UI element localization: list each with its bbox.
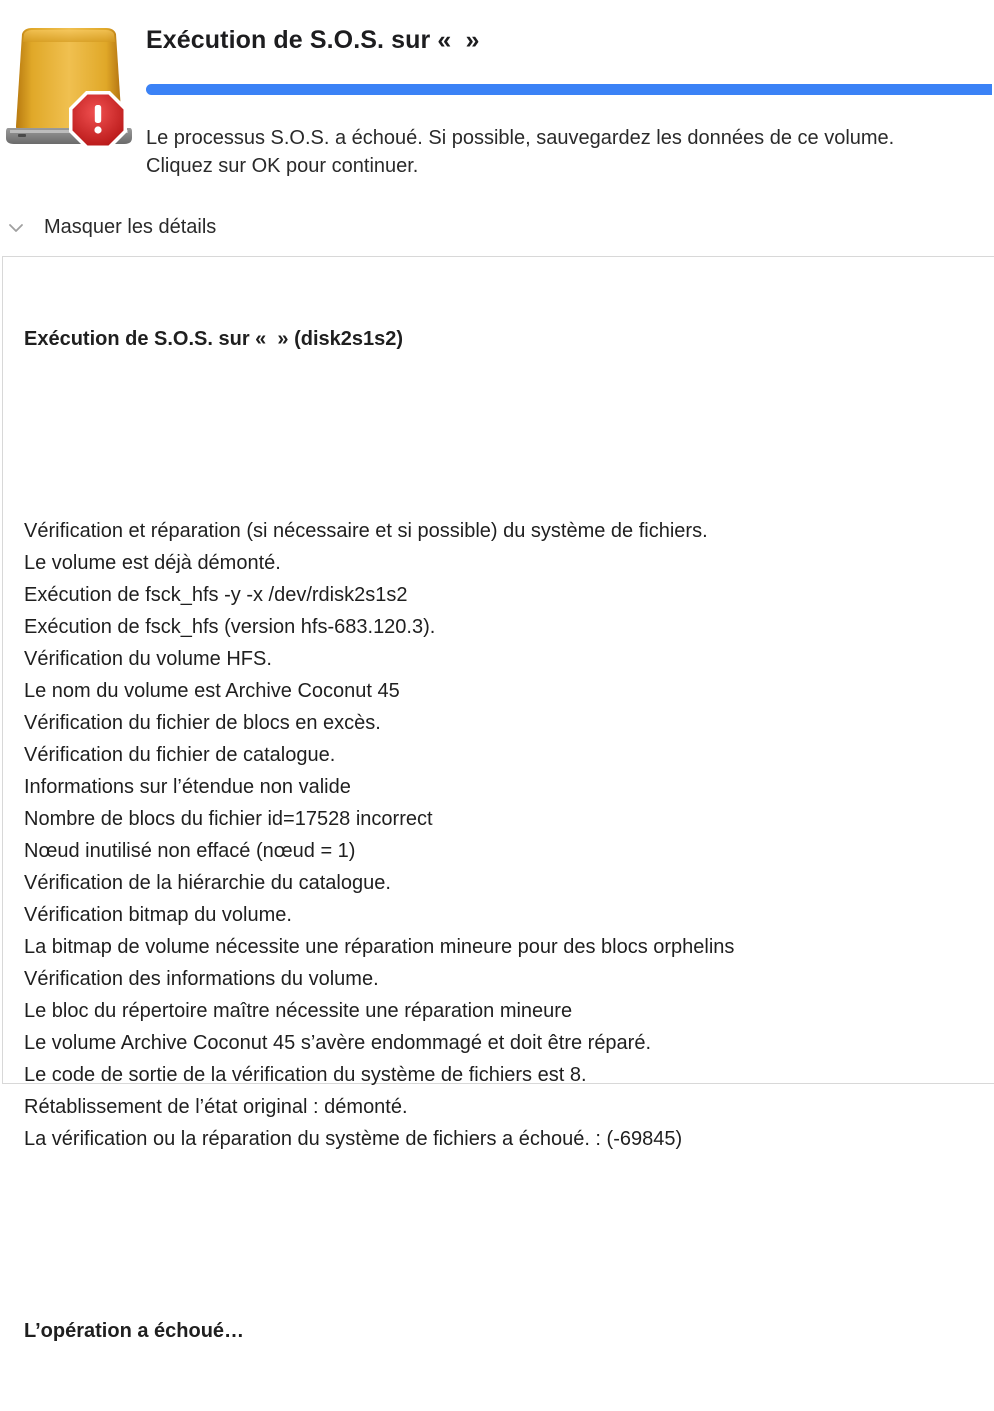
log-line: Exécution de fsck_hfs -y -x /dev/rdisk2s1s2 [24,584,408,606]
chevron-down-icon [2,212,30,242]
log-line: Nœud inutilisé non effacé (nœud = 1) [24,840,356,862]
log-lines [24,259,734,1411]
progress-bar [146,84,992,95]
log-line: Le bloc du répertoire maître nécessite une réparation mineure [24,1000,573,1022]
details-log[interactable] [2,256,994,1342]
log-line: Vérification du volume HFS. [24,648,272,670]
external-drive-warning-icon [4,22,134,158]
hide-details-label: Masquer les détails [44,215,217,238]
log-line: Vérification de la hiérarchie du catalogue. [24,872,391,894]
log-line: Le volume est déjà démonté. [24,552,281,574]
log-line: La bitmap de volume nécessite une réparation mineure pour des blocs orphelins [24,936,735,958]
log-line: Nombre de blocs du fichier id=17528 incorrect [24,808,433,830]
log-spacer [24,1219,734,1251]
log-line: Le nom du volume est Archive Coconut 45 [24,680,400,702]
log-line: Rétablissement de l’état original : démonté. [24,1096,408,1118]
log-line: Le code de sortie de la vérification du système de fichiers est 8. [24,1064,587,1086]
log-line: Le volume Archive Coconut 45 s’avère endommagé et doit être réparé. [24,1032,652,1054]
progress-bar-fill [146,84,992,95]
log-footer: L’opération a échoué… [24,1320,245,1342]
log-body [24,515,734,1155]
dialog-message: Le processus S.O.S. a échoué. Si possible, sauvegardez les données de ce volume. Cliquez sur OK pour continuer. [146,127,895,177]
log-line: Informations sur l’étendue non valide [24,776,351,798]
log-line: Vérification du fichier de catalogue. [24,744,336,766]
log-spacer [24,419,734,451]
log-line: Vérification du fichier de blocs en excès. [24,712,381,734]
dialog-title: Exécution de S.O.S. sur « » [146,26,480,54]
log-line: Vérification et réparation (si nécessaire et si possible) du système de fichiers. [24,520,708,542]
log-line: Exécution de fsck_hfs (version hfs-683.120.3). [24,616,436,638]
hide-details-toggle[interactable] [0,210,216,244]
log-header: Exécution de S.O.S. sur « » (disk2s1s2) [24,328,404,350]
log-line: Vérification des informations du volume. [24,968,379,990]
log-line: Vérification bitmap du volume. [24,904,292,926]
log-line: La vérification ou la réparation du système de fichiers a échoué. : (-69845) [24,1128,683,1150]
